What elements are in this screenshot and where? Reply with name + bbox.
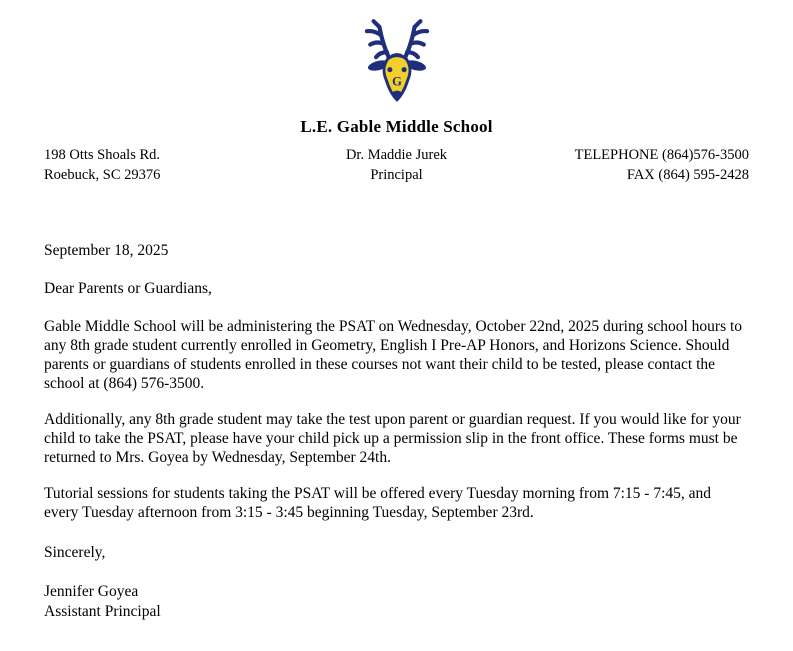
phone-block: [529, 145, 749, 186]
school-name: L.E. Gable Middle School: [300, 117, 493, 136]
paragraph-psat-administration: Gable Middle School will be administering the PSAT on Wednesday, October 22nd, 2025 during school hours to any 8th grade student currently enrolled in Geometry, English I Pre-AP Honors, and Horizons Science. Should parents or guardians of students enrolled in these courses not want their child to be tested, please contact the school at (864) 576-3500.: [44, 318, 743, 393]
paragraph-tutorial-sessions: Tutorial sessions for students taking the PSAT will be offered every Tuesday morning from 7:15 - 7:45, and every Tuesday afternoon from 3:15 - 3:45 beginning Tuesday, September 23rd.: [44, 484, 712, 521]
signature-block: [44, 582, 749, 621]
school-logo: [44, 16, 749, 115]
signature-name: Jennifer Goyea: [44, 583, 139, 601]
signature-title: Assistant Principal: [44, 602, 161, 620]
letter-date: September 18, 2025: [44, 241, 169, 259]
fax-line: FAX (864) 595-2428: [626, 167, 749, 184]
salutation: Dear Parents or Guardians,: [44, 279, 212, 297]
principal-name: Dr. Maddie Jurek: [345, 147, 448, 163]
principal-block: [264, 145, 529, 186]
stag-head-icon: [351, 16, 443, 110]
school-address: [44, 145, 264, 186]
letter-body: [44, 242, 749, 622]
address-line-2: Roebuck, SC 29376: [44, 167, 161, 184]
contact-row: [44, 145, 749, 186]
telephone-line: TELEPHONE (864)576-3500: [574, 147, 749, 163]
letterhead: [44, 16, 749, 186]
address-line-1: 198 Otts Shoals Rd.: [44, 147, 161, 163]
paragraph-optional-signup: Additionally, any 8th grade student may take the test upon parent or guardian request. If you would like for your child to take the PSAT, please have your child pick up a permission slip in the front office. These forms must be returned to Mrs. Goyea by Wednesday, September 24th.: [44, 411, 741, 466]
logo-monogram: G: [391, 74, 402, 89]
closing: Sincerely,: [44, 543, 106, 561]
principal-title: Principal: [370, 167, 423, 184]
